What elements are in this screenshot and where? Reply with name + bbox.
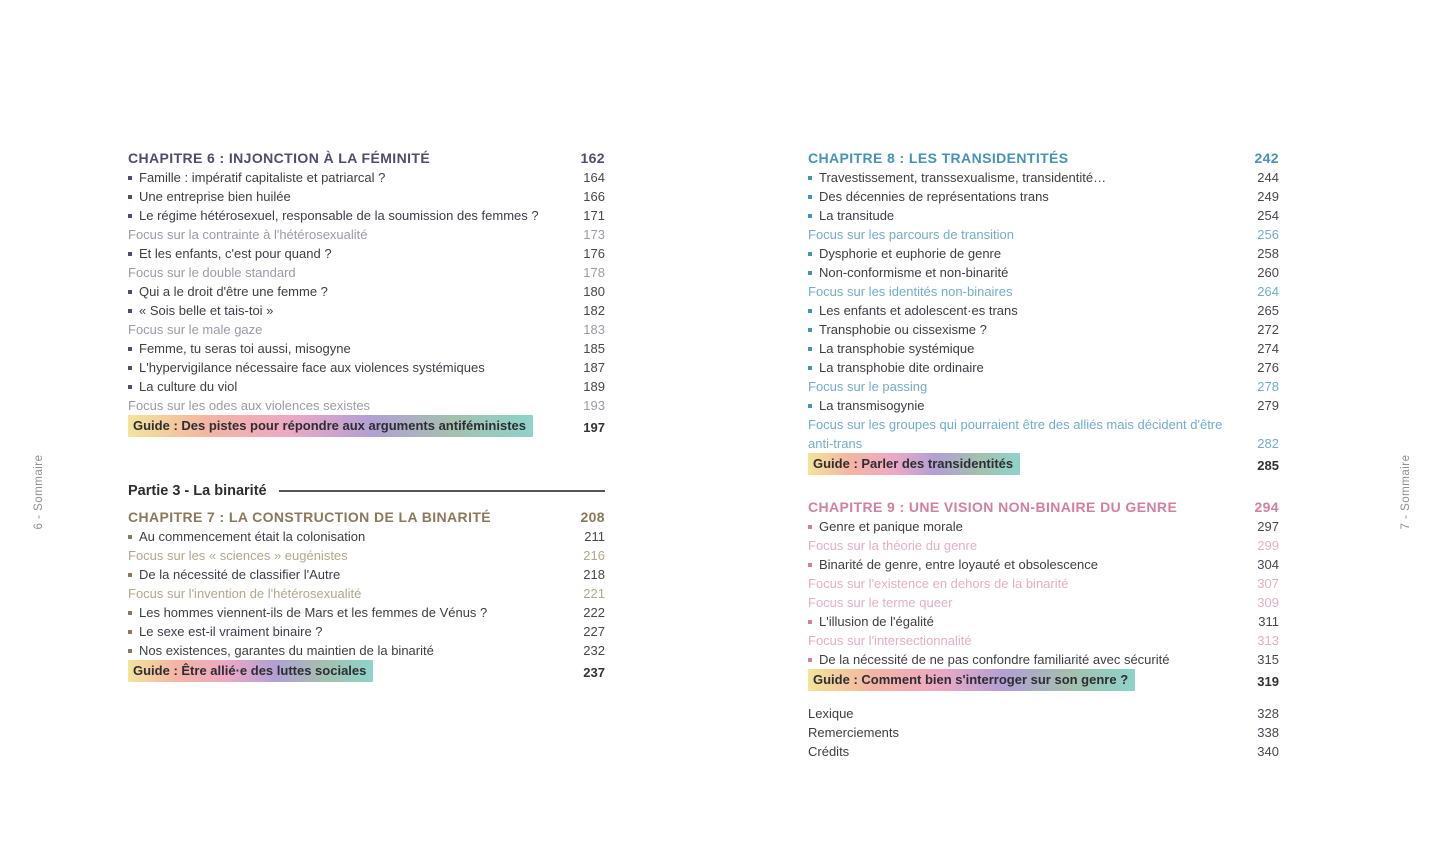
- item-row: [128, 622, 605, 641]
- row-label: Les enfants et adolescent·es trans: [808, 301, 1257, 320]
- row-label: Travestissement, transsexualisme, transidentité…: [808, 168, 1257, 187]
- row-page-number: 340: [1257, 744, 1279, 759]
- row-label: Focus sur les « sciences » eugénistes: [128, 548, 348, 563]
- row-label: Qui a le droit d'être une femme ?: [128, 282, 583, 301]
- item-row: [808, 650, 1279, 669]
- chapter-page-number: 242: [1254, 150, 1279, 166]
- item-row: [808, 263, 1279, 282]
- square-bullet-icon: [808, 620, 812, 624]
- item-row: [808, 187, 1279, 206]
- square-bullet-icon: [808, 563, 812, 567]
- item-row: [808, 244, 1279, 263]
- row-label: Guide : Comment bien s'interroger sur son genre ?: [808, 669, 1135, 691]
- guide-row: [128, 415, 605, 437]
- square-bullet-icon: [808, 328, 812, 332]
- row-label: Dysphorie et euphorie de genre: [808, 244, 1257, 263]
- focus-row: [808, 631, 1279, 650]
- part-rule-line: [279, 490, 605, 492]
- row-label: « Sois belle et tais-toi »: [128, 301, 583, 320]
- row-label: Remerciements: [808, 725, 900, 740]
- chapter-title: CHAPITRE 6 : INJONCTION À LA FÉMINITÉ: [128, 150, 431, 166]
- item-row: [128, 527, 605, 546]
- square-bullet-icon: [128, 252, 132, 256]
- right-column: [808, 148, 1279, 761]
- square-bullet-icon: [128, 573, 132, 577]
- row-page-number: 304: [1257, 557, 1279, 572]
- row-label: Crédits: [808, 744, 850, 759]
- row-page-number: 185: [583, 341, 605, 356]
- focus-row: [128, 225, 605, 244]
- row-page-number: 256: [1257, 227, 1279, 242]
- plain-row: [808, 723, 1279, 742]
- part-heading-row: [128, 481, 605, 501]
- square-bullet-icon: [128, 366, 132, 370]
- chapter-heading-row: [128, 507, 605, 527]
- row-label: Et les enfants, c'est pour quand ?: [128, 244, 583, 263]
- row-page-number: 166: [583, 189, 605, 204]
- row-label: Focus sur les identités non-binaires: [808, 284, 1013, 299]
- row-label: Focus sur l'invention de l'hétérosexualité: [128, 586, 362, 601]
- row-page-number: 193: [583, 398, 605, 413]
- row-label: La transphobie dite ordinaire: [808, 358, 1257, 377]
- row-label: Nos existences, garantes du maintien de la binarité: [128, 641, 583, 660]
- row-label: Lexique: [808, 706, 854, 721]
- row-label: Des décennies de représentations trans: [808, 187, 1257, 206]
- focus-row: [808, 282, 1279, 301]
- item-row: [808, 358, 1279, 377]
- left-column: [128, 148, 605, 682]
- chapter-heading-row: [128, 148, 605, 168]
- item-row: [808, 301, 1279, 320]
- row-label: Genre et panique morale: [808, 517, 1257, 536]
- item-row: [128, 603, 605, 622]
- row-page-number: 272: [1257, 322, 1279, 337]
- row-page-number: 164: [583, 170, 605, 185]
- square-bullet-icon: [808, 214, 812, 218]
- item-row: [128, 565, 605, 584]
- square-bullet-icon: [128, 309, 132, 313]
- right-page-margin-label: 7 - Sommaire: [1400, 454, 1412, 530]
- row-label: De la nécessité de ne pas confondre familiarité avec sécurité: [808, 650, 1257, 669]
- row-label: La culture du viol: [128, 377, 583, 396]
- row-label: Le sexe est-il vraiment binaire ?: [128, 622, 583, 641]
- row-page-number: 307: [1257, 576, 1279, 591]
- row-label: La transmisogynie: [808, 396, 1257, 415]
- left-page-margin-label: 6 - Sommaire: [33, 454, 45, 530]
- row-page-number: 187: [583, 360, 605, 375]
- row-label: L'hypervigilance nécessaire face aux violences systémiques: [128, 358, 583, 377]
- chapter-block: [808, 148, 1279, 475]
- square-bullet-icon: [128, 176, 132, 180]
- row-label: Focus sur les groupes qui pourraient être des alliés mais décident d'être anti-trans: [808, 417, 1223, 451]
- square-bullet-icon: [808, 347, 812, 351]
- row-label: Focus sur le double standard: [128, 265, 296, 280]
- square-bullet-icon: [808, 195, 812, 199]
- row-label: La transphobie systémique: [808, 339, 1257, 358]
- guide-row: [808, 669, 1279, 691]
- row-page-number: 313: [1257, 633, 1279, 648]
- row-label: Focus sur la contrainte à l'hétérosexualité: [128, 227, 368, 242]
- square-bullet-icon: [808, 404, 812, 408]
- row-page-number: 282: [1257, 436, 1279, 451]
- row-page-number: 176: [583, 246, 605, 261]
- focus-row: [808, 574, 1279, 593]
- row-page-number: 197: [583, 420, 605, 435]
- row-page-number: 265: [1257, 303, 1279, 318]
- chapter-page-number: 294: [1254, 499, 1279, 515]
- row-label: Focus sur le terme queer: [808, 595, 953, 610]
- row-page-number: 227: [583, 624, 605, 639]
- guide-row: [128, 660, 605, 682]
- row-label: Guide : Des pistes pour répondre aux arguments antiféministes: [128, 415, 533, 437]
- square-bullet-icon: [128, 385, 132, 389]
- item-row: [128, 187, 605, 206]
- focus-row: [128, 546, 605, 565]
- row-page-number: 222: [583, 605, 605, 620]
- item-row: [128, 282, 605, 301]
- item-row: [128, 168, 605, 187]
- row-page-number: 180: [583, 284, 605, 299]
- row-page-number: 237: [583, 665, 605, 680]
- row-label: Focus sur l'intersectionnalité: [808, 633, 972, 648]
- focus-row: [128, 396, 605, 415]
- chapter-block: [128, 148, 605, 437]
- item-row: [128, 339, 605, 358]
- chapter-page-number: 162: [580, 150, 605, 166]
- row-label: Le régime hétérosexuel, responsable de la soumission des femmes ?: [128, 206, 583, 225]
- row-page-number: 249: [1257, 189, 1279, 204]
- focus-row: [808, 377, 1279, 396]
- square-bullet-icon: [808, 176, 812, 180]
- square-bullet-icon: [808, 252, 812, 256]
- row-page-number: 264: [1257, 284, 1279, 299]
- row-label: Focus sur les odes aux violences sexistes: [128, 398, 371, 413]
- row-page-number: 276: [1257, 360, 1279, 375]
- row-page-number: 285: [1257, 458, 1279, 473]
- item-row: [808, 339, 1279, 358]
- square-bullet-icon: [808, 271, 812, 275]
- row-label: De la nécessité de classifier l'Autre: [128, 565, 583, 584]
- row-page-number: 258: [1257, 246, 1279, 261]
- row-page-number: 297: [1257, 519, 1279, 534]
- row-label: Transphobie ou cissexisme ?: [808, 320, 1257, 339]
- square-bullet-icon: [808, 525, 812, 529]
- row-label: Focus sur la théorie du genre: [808, 538, 978, 553]
- row-label: Famille : impératif capitaliste et patriarcal ?: [128, 168, 583, 187]
- part-heading: Partie 3 - La binarité: [128, 483, 267, 499]
- focus-row: [808, 415, 1279, 453]
- square-bullet-icon: [128, 290, 132, 294]
- square-bullet-icon: [128, 347, 132, 351]
- row-page-number: 221: [583, 586, 605, 601]
- guide-row: [808, 453, 1279, 475]
- row-page-number: 309: [1257, 595, 1279, 610]
- item-row: [128, 244, 605, 263]
- item-row: [128, 641, 605, 660]
- row-label: Focus sur l'existence en dehors de la binarité: [808, 576, 1069, 591]
- row-page-number: 183: [583, 322, 605, 337]
- square-bullet-icon: [128, 195, 132, 199]
- square-bullet-icon: [128, 214, 132, 218]
- chapter-title: CHAPITRE 8 : LES TRANSIDENTITÉS: [808, 150, 1069, 166]
- chapter-title: CHAPITRE 9 : UNE VISION NON-BINAIRE DU GENRE: [808, 499, 1178, 515]
- square-bullet-icon: [808, 366, 812, 370]
- chapter-page-number: 208: [580, 509, 605, 525]
- row-page-number: 279: [1257, 398, 1279, 413]
- item-row: [128, 301, 605, 320]
- item-row: [128, 358, 605, 377]
- row-page-number: 319: [1257, 674, 1279, 689]
- row-label: Focus sur le passing: [808, 379, 928, 394]
- row-label: Binarité de genre, entre loyauté et obsolescence: [808, 555, 1257, 574]
- focus-row: [128, 584, 605, 603]
- row-label: Guide : Parler des transidentités: [808, 453, 1020, 475]
- item-row: [808, 517, 1279, 536]
- focus-row: [808, 536, 1279, 555]
- row-page-number: 260: [1257, 265, 1279, 280]
- row-page-number: 182: [583, 303, 605, 318]
- item-row: [808, 320, 1279, 339]
- item-row: [808, 206, 1279, 225]
- square-bullet-icon: [128, 630, 132, 634]
- chapter-block: [128, 507, 605, 682]
- square-bullet-icon: [128, 535, 132, 539]
- back-matter-list: [808, 704, 1279, 761]
- row-label: La transitude: [808, 206, 1257, 225]
- row-page-number: 211: [584, 529, 605, 544]
- item-row: [128, 206, 605, 225]
- item-row: [808, 612, 1279, 631]
- row-page-number: 338: [1257, 725, 1279, 740]
- row-page-number: 254: [1257, 208, 1279, 223]
- item-row: [808, 555, 1279, 574]
- focus-row: [808, 225, 1279, 244]
- row-label: Femme, tu seras toi aussi, misogyne: [128, 339, 583, 358]
- plain-row: [808, 742, 1279, 761]
- item-row: [128, 377, 605, 396]
- row-label: Non-conformisme et non-binarité: [808, 263, 1257, 282]
- item-row: [808, 396, 1279, 415]
- chapter-title: CHAPITRE 7 : LA CONSTRUCTION DE LA BINARITÉ: [128, 509, 492, 525]
- row-page-number: 328: [1257, 706, 1279, 721]
- focus-row: [128, 320, 605, 339]
- row-label: Guide : Être allié·e des luttes sociales: [128, 660, 373, 682]
- focus-row: [128, 263, 605, 282]
- row-page-number: 178: [583, 265, 605, 280]
- row-page-number: 274: [1257, 341, 1279, 356]
- square-bullet-icon: [808, 309, 812, 313]
- row-page-number: 278: [1257, 379, 1279, 394]
- square-bullet-icon: [808, 658, 812, 662]
- square-bullet-icon: [128, 649, 132, 653]
- row-page-number: 173: [583, 227, 605, 242]
- row-page-number: 216: [583, 548, 605, 563]
- row-label: Focus sur les parcours de transition: [808, 227, 1014, 242]
- square-bullet-icon: [128, 611, 132, 615]
- row-page-number: 189: [583, 379, 605, 394]
- chapter-heading-row: [808, 497, 1279, 517]
- row-page-number: 311: [1258, 614, 1279, 629]
- row-page-number: 171: [583, 208, 605, 223]
- row-page-number: 299: [1257, 538, 1279, 553]
- item-row: [808, 168, 1279, 187]
- row-label: L'illusion de l'égalité: [808, 612, 1258, 631]
- row-label: Une entreprise bien huilée: [128, 187, 583, 206]
- focus-row: [808, 593, 1279, 612]
- chapter-block: [808, 497, 1279, 691]
- row-page-number: 244: [1257, 170, 1279, 185]
- plain-row: [808, 704, 1279, 723]
- row-label: Les hommes viennent-ils de Mars et les femmes de Vénus ?: [128, 603, 583, 622]
- row-label: Focus sur le male gaze: [128, 322, 263, 337]
- row-page-number: 315: [1257, 652, 1279, 667]
- row-page-number: 232: [583, 643, 605, 658]
- row-label: Au commencement était la colonisation: [128, 527, 584, 546]
- chapter-heading-row: [808, 148, 1279, 168]
- row-page-number: 218: [583, 567, 605, 582]
